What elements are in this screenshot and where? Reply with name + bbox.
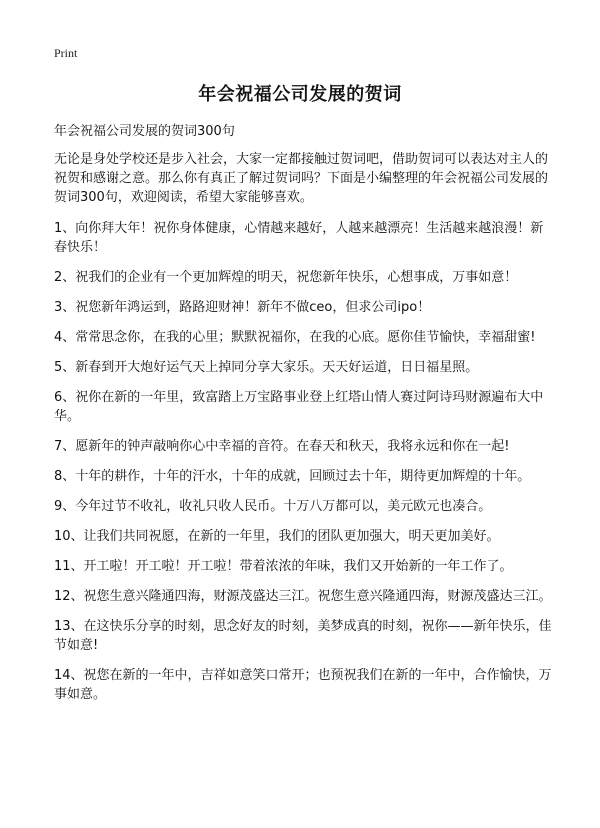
greeting-item: 13、在这快乐分享的时刻，思念好友的时刻，美梦成真的时刻，祝你——新年快乐，佳节如意! — [54, 619, 552, 653]
greeting-item: 4、常常思念你，在我的心里；默默祝福你，在我的心底。愿你佳节愉快，幸福甜蜜! — [54, 330, 536, 345]
greeting-item: 7、愿新年的钟声敲响你心中幸福的音符。在春天和秋天，我将永远和你在一起! — [54, 439, 510, 454]
greeting-item: 3、祝您新年鸿运到，路路迎财神！新年不做ceo，但求公司ipo！ — [54, 300, 431, 315]
greeting-item: 6、祝你在新的一年里，致富踏上万宝路事业登上红塔山情人赛过阿诗玛财源遍布大中华。 — [54, 390, 544, 424]
page-title: 年会祝福公司发展的贺词 — [198, 84, 402, 105]
document-subtitle: 年会祝福公司发展的贺词300句 — [54, 124, 235, 139]
greeting-item: 8、十年的耕作，十年的汗水，十年的成就，回顾过去十年，期待更加辉煌的十年。 — [54, 469, 531, 484]
greeting-item: 14、祝您在新的一年中，吉祥如意笑口常开；也预祝我们在新的一年中，合作愉快，万事如意。 — [54, 668, 552, 702]
greeting-item: 12、祝您生意兴隆通四海，财源茂盛达三江。祝您生意兴隆通四海，财源茂盛达三江。 — [54, 589, 552, 604]
greeting-item: 1、向你拜大年！祝你身体健康，心情越来越好，人越来越漂亮！生活越来越浪漫！新春快乐！ — [54, 221, 544, 255]
greeting-item: 10、让我们共同祝愿，在新的一年里，我们的团队更加强大，明天更加美好。 — [54, 529, 500, 544]
print-label: Print — [54, 46, 78, 60]
document-body — [54, 150, 554, 715]
intro-paragraph: 无论是身处学校还是步入社会，大家一定都接触过贺词吧，借助贺词可以表达对主人的祝贺和感谢之意。那么你有真正了解过贺词吗？下面是小编整理的年会祝福公司发展的贺词300句，欢迎阅读，希望大家能够喜欢。 — [54, 152, 549, 205]
greeting-item: 11、开工啦！开工啦！开工啦！带着浓浓的年味，我们又开始新的一年工作了。 — [54, 559, 513, 574]
greeting-item: 2、祝我们的企业有一个更加辉煌的明天，祝您新年快乐，心想事成，万事如意！ — [54, 270, 518, 285]
greeting-item: 9、今年过节不收礼，收礼只收人民币。十万八万都可以，美元欧元也凑合。 — [54, 499, 492, 514]
greeting-item: 5、新春到开大炮好运气天上掉同分享大家乐。天天好运道，日日福星照。 — [54, 360, 479, 375]
